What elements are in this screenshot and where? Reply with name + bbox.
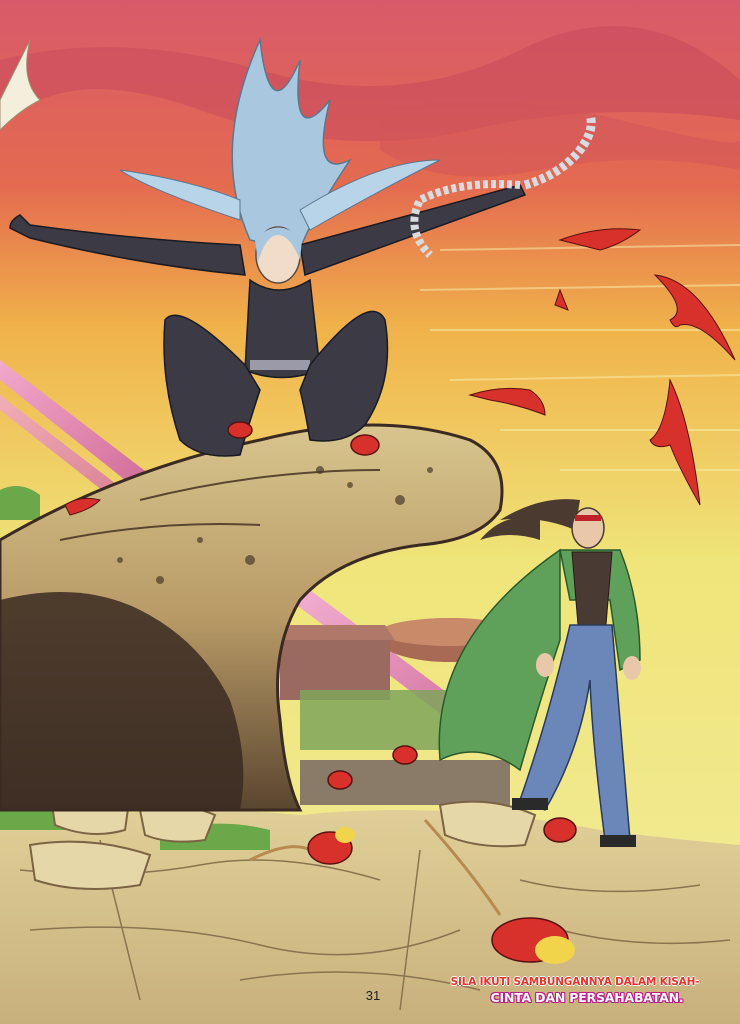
page-number: 31: [365, 988, 381, 1003]
caption-line-1: SILA IKUTI SAMBUNGANNYA DALAM KISAH-: [450, 976, 700, 988]
caption-line-2: CINTA DAN PERSAHABATAN.: [490, 990, 684, 1005]
